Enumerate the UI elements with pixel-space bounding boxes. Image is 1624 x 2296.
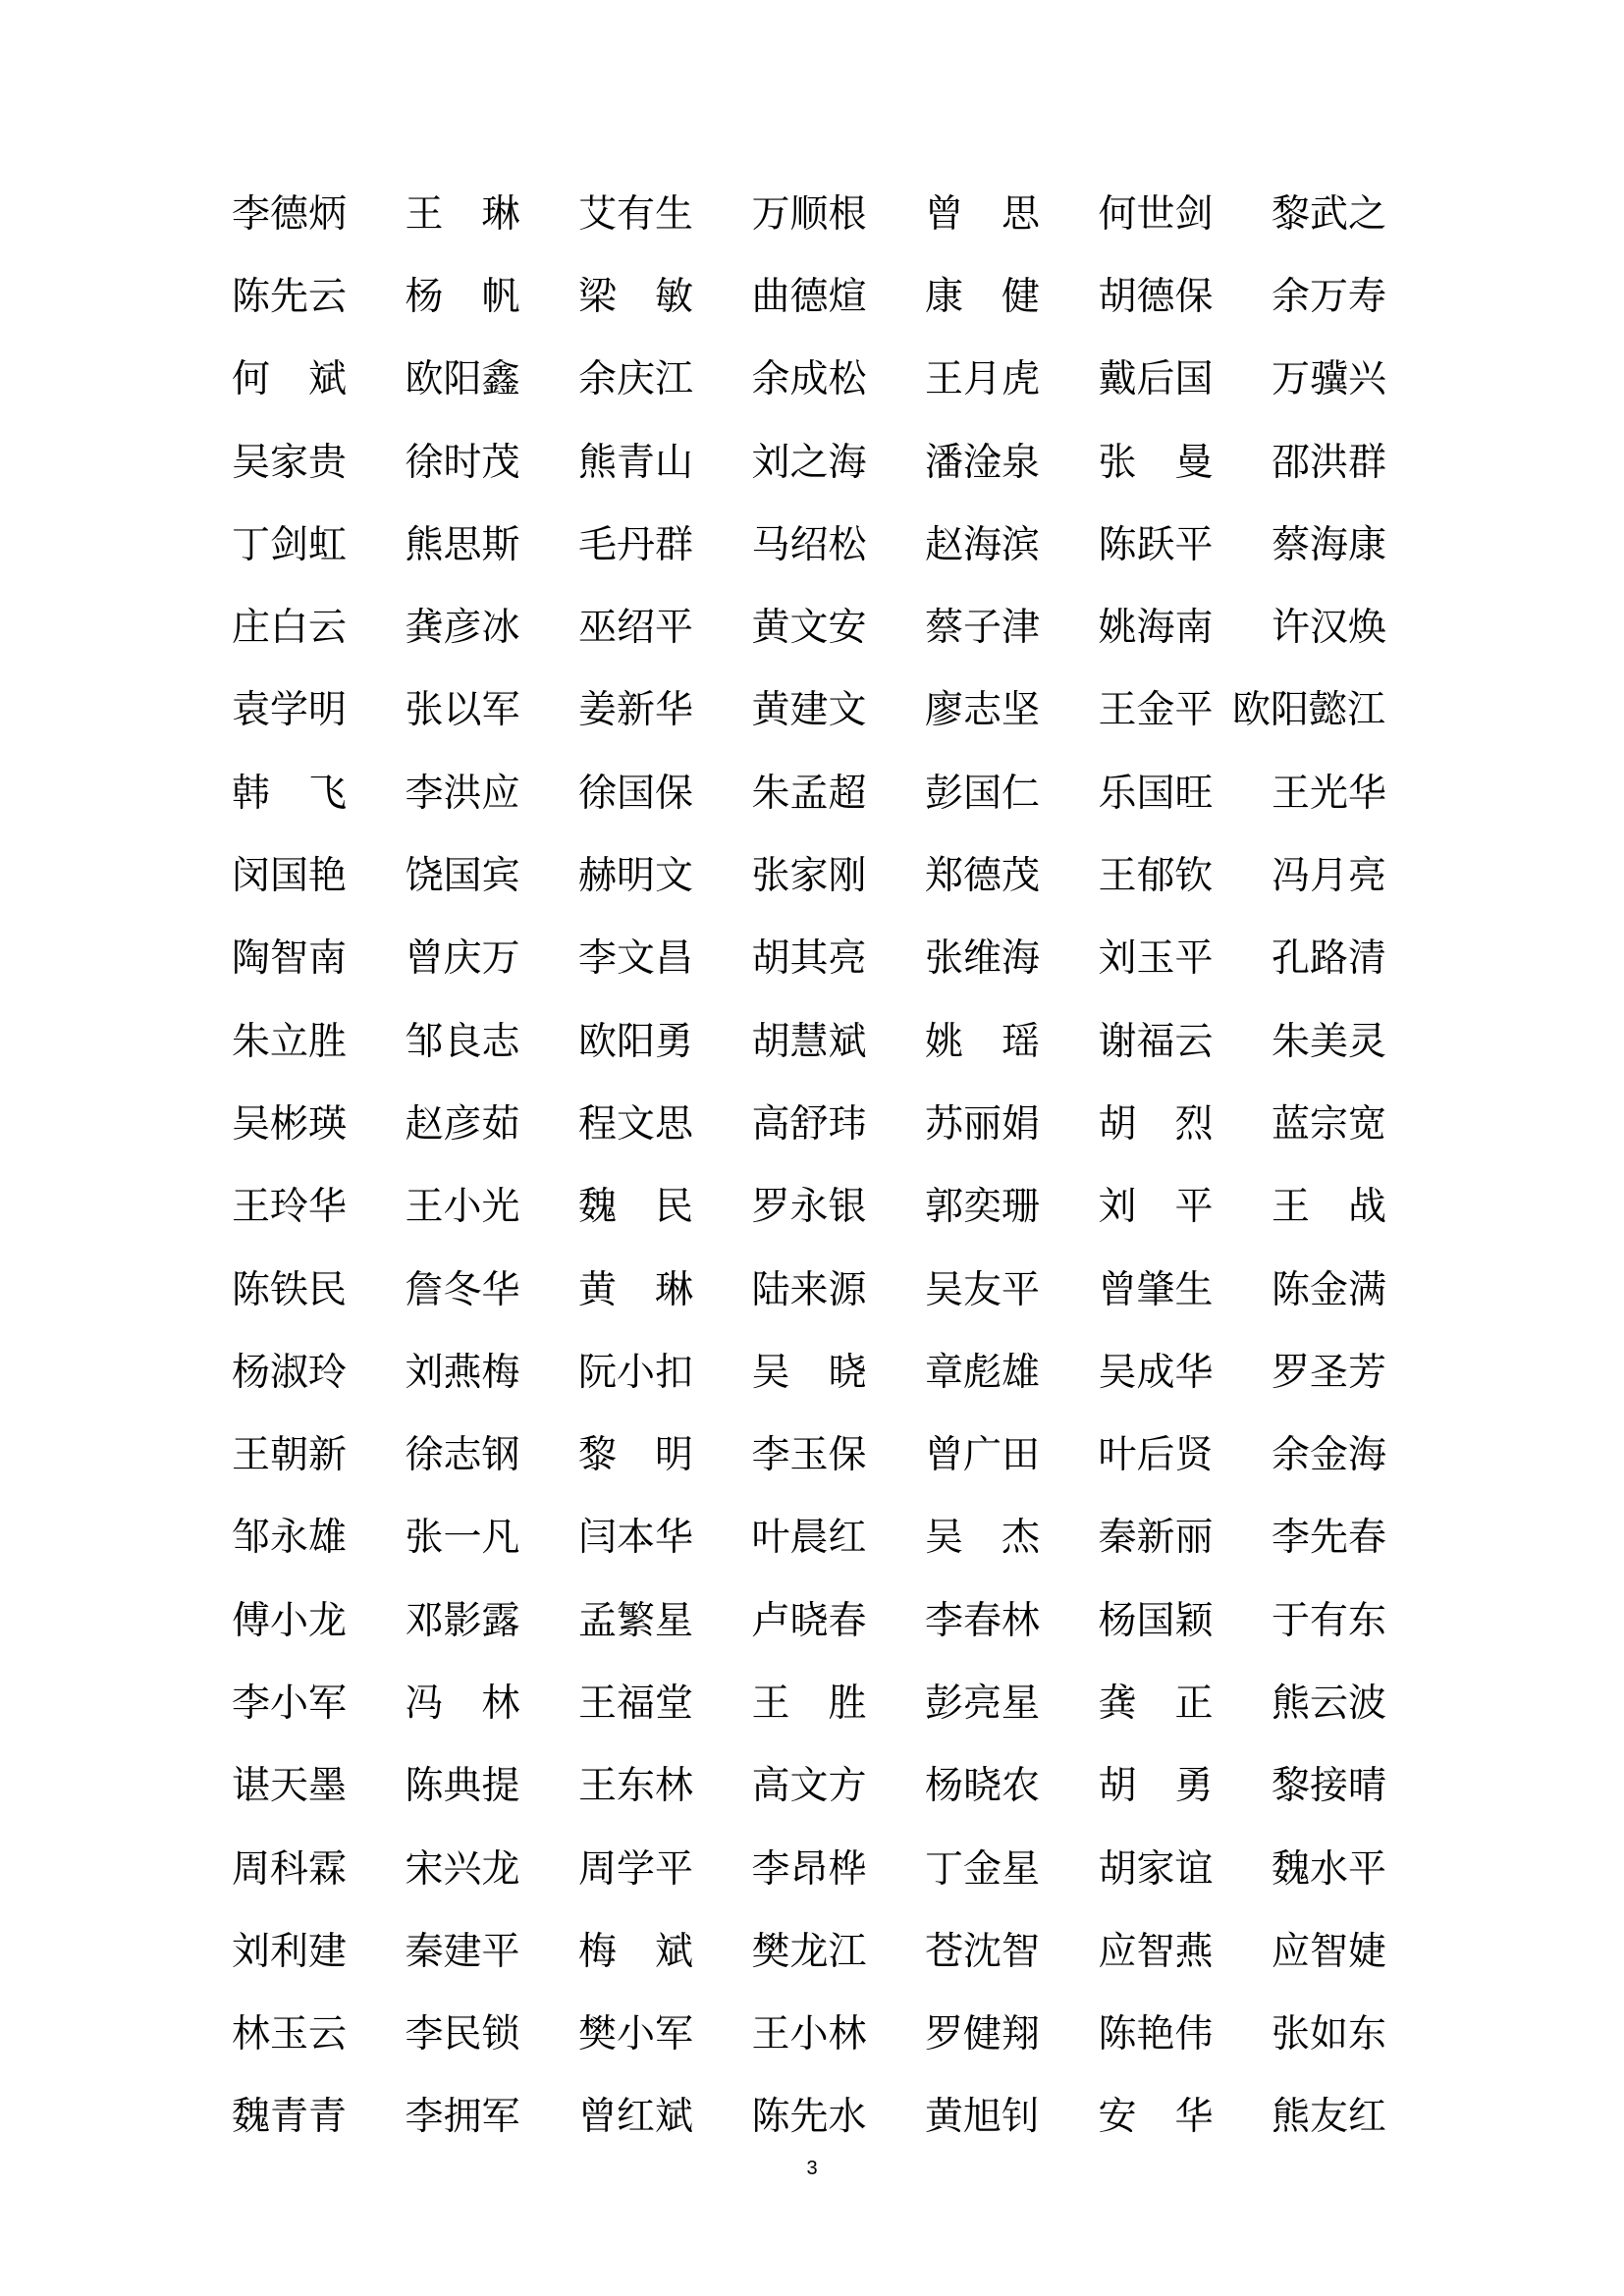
name-entry: 赵彦茹 xyxy=(405,1101,520,1147)
name-entry: 余庆江 xyxy=(578,357,694,402)
name-entry: 王光华 xyxy=(1272,771,1387,816)
name-entry: 彭国仁 xyxy=(925,771,1041,816)
name-entry: 叶后贤 xyxy=(1098,1433,1214,1478)
name-entry: 陶智南 xyxy=(232,936,348,982)
name-row xyxy=(232,1745,1390,1828)
name-entry: 徐国保 xyxy=(578,771,694,816)
name-entry: 魏水平 xyxy=(1272,1846,1387,1892)
name-entry: 姚 瑶 xyxy=(925,1019,1041,1064)
name-entry: 李春林 xyxy=(925,1598,1041,1643)
name-entry: 周学平 xyxy=(578,1846,694,1892)
name-entry: 庄白云 xyxy=(232,606,348,651)
name-entry: 梅 斌 xyxy=(578,1929,694,1974)
name-entry: 于有东 xyxy=(1272,1598,1387,1643)
name-entry: 陆来源 xyxy=(751,1267,867,1312)
name-entry: 曾红斌 xyxy=(578,2095,694,2140)
name-entry: 李小军 xyxy=(232,1681,348,1726)
name-entry: 曾广田 xyxy=(925,1433,1041,1478)
name-entry: 邓影露 xyxy=(405,1598,520,1643)
name-entry: 吴家贵 xyxy=(232,440,348,485)
name-entry: 陈金满 xyxy=(1272,1267,1387,1312)
name-entry: 韩 飞 xyxy=(232,771,348,816)
name-entry: 马绍松 xyxy=(751,522,867,567)
name-entry: 闵国艳 xyxy=(232,854,348,899)
name-entry: 陈先云 xyxy=(232,274,348,319)
name-entry: 苍沈智 xyxy=(925,1929,1041,1974)
name-entry: 朱孟超 xyxy=(751,771,867,816)
name-entry: 吴成华 xyxy=(1098,1350,1214,1395)
name-entry: 刘利建 xyxy=(232,1929,348,1974)
name-entry: 傅小龙 xyxy=(232,1598,348,1643)
name-entry: 张维海 xyxy=(925,936,1041,982)
name-entry: 王玲华 xyxy=(232,1185,348,1230)
name-entry: 叶晨红 xyxy=(751,1516,867,1561)
name-row xyxy=(232,1497,1390,1579)
name-entry: 杨淑玲 xyxy=(232,1350,348,1395)
name-entry: 秦新丽 xyxy=(1098,1516,1214,1561)
name-entry: 余万寿 xyxy=(1272,274,1387,319)
name-row xyxy=(232,1662,1390,1744)
name-entry: 李文昌 xyxy=(578,936,694,982)
name-entry: 乐国旺 xyxy=(1098,771,1214,816)
name-entry: 蓝宗宽 xyxy=(1272,1101,1387,1147)
name-entry: 李昂桦 xyxy=(751,1846,867,1892)
name-entry: 黎 明 xyxy=(578,1433,694,1478)
name-entry: 谢福云 xyxy=(1098,1019,1214,1064)
name-entry: 黄旭钊 xyxy=(925,2095,1041,2140)
name-entry: 卢晓春 xyxy=(751,1598,867,1643)
name-entry: 孟繁星 xyxy=(578,1598,694,1643)
name-entry: 罗圣芳 xyxy=(1272,1350,1387,1395)
name-entry: 胡慧斌 xyxy=(751,1019,867,1064)
name-row xyxy=(232,1828,1390,1910)
name-entry: 余金海 xyxy=(1272,1433,1387,1478)
name-entry: 冯 林 xyxy=(405,1681,520,1726)
name-entry: 苏丽娟 xyxy=(925,1101,1041,1147)
name-entry: 孔路清 xyxy=(1272,936,1387,982)
name-row xyxy=(232,1910,1390,1993)
name-entry: 黄文安 xyxy=(751,606,867,651)
name-entry: 王福堂 xyxy=(578,1681,694,1726)
name-entry: 姜新华 xyxy=(578,688,694,733)
name-row xyxy=(232,1249,1390,1331)
name-entry: 刘 平 xyxy=(1098,1185,1214,1230)
name-entry: 陈铁民 xyxy=(232,1267,348,1312)
name-entry: 赵海滨 xyxy=(925,522,1041,567)
name-entry: 冯月亮 xyxy=(1272,854,1387,899)
name-entry: 邵洪群 xyxy=(1272,440,1387,485)
name-entry: 曲德煊 xyxy=(751,274,867,319)
name-entry: 陈跃平 xyxy=(1098,522,1214,567)
name-entry: 何世剑 xyxy=(1098,191,1214,237)
name-entry: 杨 帆 xyxy=(405,274,520,319)
name-entry: 王 战 xyxy=(1272,1185,1387,1230)
name-row xyxy=(232,1414,1390,1496)
name-entry: 熊友红 xyxy=(1272,2095,1387,2140)
name-entry: 邹永雄 xyxy=(232,1516,348,1561)
name-entry: 张如东 xyxy=(1272,2012,1387,2057)
name-entry: 高文方 xyxy=(751,1764,867,1809)
name-entry: 张家刚 xyxy=(751,854,867,899)
name-entry: 程文思 xyxy=(578,1101,694,1147)
name-entry: 李洪应 xyxy=(405,771,520,816)
name-row xyxy=(232,504,1390,586)
name-entry: 徐时茂 xyxy=(405,440,520,485)
name-row xyxy=(232,2076,1390,2159)
name-entry: 杨国颖 xyxy=(1098,1598,1214,1643)
name-entry: 欧阳勇 xyxy=(578,1019,694,1064)
name-row xyxy=(232,173,1390,255)
name-entry: 樊龙江 xyxy=(751,1929,867,1974)
name-entry: 吴 杰 xyxy=(925,1516,1041,1561)
name-entry: 安 华 xyxy=(1098,2095,1214,2140)
name-entry: 秦建平 xyxy=(405,1929,520,1974)
name-row xyxy=(232,669,1390,752)
name-entry: 朱美灵 xyxy=(1272,1019,1387,1064)
name-entry: 朱立胜 xyxy=(232,1019,348,1064)
name-row xyxy=(232,1000,1390,1083)
name-entry: 徐志钢 xyxy=(405,1433,520,1478)
name-entry: 王月虎 xyxy=(925,357,1041,402)
name-entry: 刘玉平 xyxy=(1098,936,1214,982)
name-row xyxy=(232,1083,1390,1165)
name-entry: 姚海南 xyxy=(1098,606,1214,651)
name-entry: 龚彦冰 xyxy=(405,606,520,651)
name-row xyxy=(232,586,1390,668)
name-entry: 郭奕珊 xyxy=(925,1185,1041,1230)
name-entry: 欧阳懿江 xyxy=(1232,688,1386,733)
name-entry: 胡 勇 xyxy=(1098,1764,1214,1809)
name-entry: 吴彬瑛 xyxy=(232,1101,348,1147)
name-entry: 潘淦泉 xyxy=(925,440,1041,485)
name-entry: 林玉云 xyxy=(232,2012,348,2057)
name-entry: 章彪雄 xyxy=(925,1350,1041,1395)
name-entry: 张一凡 xyxy=(405,1516,520,1561)
name-entry: 胡德保 xyxy=(1098,274,1214,319)
name-entry: 袁学明 xyxy=(232,688,348,733)
name-entry: 王金平 xyxy=(1098,688,1214,733)
name-row xyxy=(232,255,1390,338)
name-list xyxy=(232,173,1390,2159)
name-entry: 许汉焕 xyxy=(1272,606,1387,651)
name-entry: 李拥军 xyxy=(405,2095,520,2140)
name-row xyxy=(232,1994,1390,2076)
name-entry: 梁 敏 xyxy=(578,274,694,319)
name-entry: 王小光 xyxy=(405,1185,520,1230)
name-entry: 王郁钦 xyxy=(1098,854,1214,899)
name-row xyxy=(232,1166,1390,1249)
name-entry: 饶国宾 xyxy=(405,854,520,899)
name-entry: 丁金星 xyxy=(925,1846,1041,1892)
name-entry: 熊云波 xyxy=(1272,1681,1387,1726)
name-entry: 余成松 xyxy=(751,357,867,402)
name-entry: 曾 思 xyxy=(925,191,1041,237)
name-entry: 廖志坚 xyxy=(925,688,1041,733)
name-entry: 樊小军 xyxy=(578,2012,694,2057)
name-entry: 宋兴龙 xyxy=(405,1846,520,1892)
name-entry: 刘之海 xyxy=(751,440,867,485)
name-entry: 曾庆万 xyxy=(405,936,520,982)
name-entry: 黎武之 xyxy=(1272,191,1387,237)
name-entry: 毛丹群 xyxy=(578,522,694,567)
name-entry: 万骥兴 xyxy=(1272,357,1387,402)
page-number: 3 xyxy=(806,2158,818,2179)
name-entry: 艾有生 xyxy=(578,191,694,237)
name-entry: 李先春 xyxy=(1272,1516,1387,1561)
name-entry: 胡 烈 xyxy=(1098,1101,1214,1147)
name-entry: 曾肇生 xyxy=(1098,1267,1214,1312)
name-entry: 周科霖 xyxy=(232,1846,348,1892)
name-entry: 王 琳 xyxy=(405,191,520,237)
name-entry: 王小林 xyxy=(751,2012,867,2057)
name-entry: 张 曼 xyxy=(1098,440,1214,485)
name-entry: 应智婕 xyxy=(1272,1929,1387,1974)
name-entry: 刘燕梅 xyxy=(405,1350,520,1395)
name-entry: 戴后国 xyxy=(1098,357,1214,402)
name-row xyxy=(232,421,1390,504)
name-row xyxy=(232,918,1390,1000)
name-entry: 高舒玮 xyxy=(751,1101,867,1147)
name-entry: 丁剑虹 xyxy=(232,522,348,567)
name-entry: 吴友平 xyxy=(925,1267,1041,1312)
name-entry: 杨晓农 xyxy=(925,1764,1041,1809)
name-entry: 吴 晓 xyxy=(751,1350,867,1395)
name-entry: 何 斌 xyxy=(232,357,348,402)
name-entry: 闫本华 xyxy=(578,1516,694,1561)
name-row xyxy=(232,1331,1390,1414)
name-entry: 黄 琳 xyxy=(578,1267,694,1312)
name-entry: 欧阳鑫 xyxy=(405,357,520,402)
name-entry: 王朝新 xyxy=(232,1433,348,1478)
name-entry: 蔡海康 xyxy=(1272,522,1387,567)
name-entry: 熊思斯 xyxy=(405,522,520,567)
name-entry: 谌天墨 xyxy=(232,1764,348,1809)
name-entry: 龚 正 xyxy=(1098,1681,1214,1726)
name-entry: 阮小扣 xyxy=(578,1350,694,1395)
name-entry: 李民锁 xyxy=(405,2012,520,2057)
name-entry: 罗永银 xyxy=(751,1185,867,1230)
name-entry: 彭亮星 xyxy=(925,1681,1041,1726)
name-entry: 胡其亮 xyxy=(751,936,867,982)
name-entry: 王 胜 xyxy=(751,1681,867,1726)
name-entry: 王东林 xyxy=(578,1764,694,1809)
name-row xyxy=(232,339,1390,421)
name-entry: 李玉保 xyxy=(751,1433,867,1478)
name-row xyxy=(232,834,1390,917)
name-entry: 魏 民 xyxy=(578,1185,694,1230)
name-entry: 陈典提 xyxy=(405,1764,520,1809)
name-entry: 黎接晴 xyxy=(1272,1764,1387,1809)
name-entry: 陈先水 xyxy=(751,2095,867,2140)
name-entry: 陈艳伟 xyxy=(1098,2012,1214,2057)
name-entry: 张以军 xyxy=(405,688,520,733)
name-entry: 詹冬华 xyxy=(405,1267,520,1312)
name-row xyxy=(232,752,1390,834)
name-entry: 蔡子津 xyxy=(925,606,1041,651)
name-entry: 郑德茂 xyxy=(925,854,1041,899)
name-entry: 胡家谊 xyxy=(1098,1846,1214,1892)
name-entry: 熊青山 xyxy=(578,440,694,485)
name-entry: 万顺根 xyxy=(751,191,867,237)
name-entry: 罗健翔 xyxy=(925,2012,1041,2057)
name-entry: 魏青青 xyxy=(232,2095,348,2140)
name-entry: 黄建文 xyxy=(751,688,867,733)
name-entry: 康 健 xyxy=(925,274,1041,319)
name-entry: 赫明文 xyxy=(578,854,694,899)
name-entry: 邹良志 xyxy=(405,1019,520,1064)
name-entry: 巫绍平 xyxy=(578,606,694,651)
name-entry: 应智燕 xyxy=(1098,1929,1214,1974)
name-entry: 李德炳 xyxy=(232,191,348,237)
name-row xyxy=(232,1579,1390,1662)
